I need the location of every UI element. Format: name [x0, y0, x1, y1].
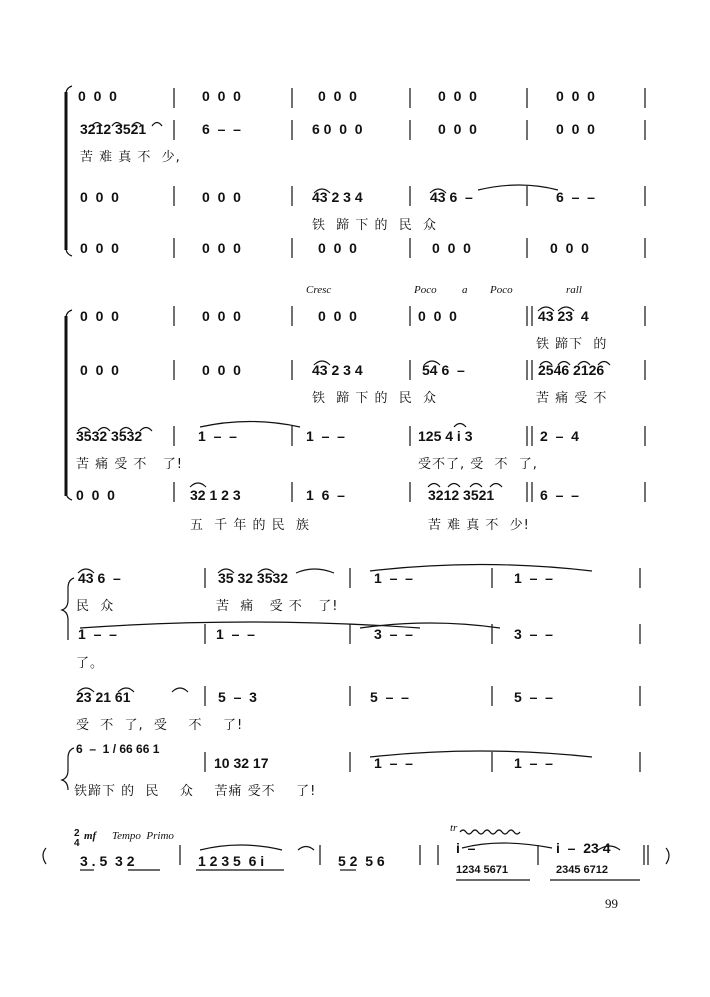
notes-s2-v1-m1: 0 0 0 [80, 308, 119, 324]
lyrics-s3-v2: 了。 [76, 656, 105, 671]
lyrics-s3-v4: 铁蹄下 的 民 众 苦痛 受不 了! [74, 784, 317, 799]
notes-s2-v2-m5: 2546 2126 [538, 362, 605, 378]
notes-s1-v4-m1: 0 0 0 [80, 240, 119, 256]
notes-s2-v3-m2: 1 – – [198, 428, 237, 444]
notes-s1-v3-m3: 43 2 3 4 [312, 189, 363, 205]
time-signature-top: 2 [74, 828, 80, 839]
notes-s3-v1-m1: 43 6 – [78, 570, 121, 586]
notes-s1-v3-m1: 0 0 0 [80, 189, 119, 205]
trill-mark: tr [450, 822, 458, 834]
lyrics-s2-v4-a: 五 千 年 的 民 族 [190, 518, 310, 533]
lyrics-s1-v2: 苦 难 真 不 少, [80, 150, 181, 165]
lyrics-s2-v4-b: 苦 难 真 不 少! [428, 518, 530, 533]
marking-poco-2: Poco [490, 284, 513, 296]
lyrics-s3-v1-a: 民 众 [76, 599, 115, 614]
notes-s2-v1-m5: 43 23 4 [538, 308, 589, 324]
lyrics-s2-v2-a: 铁 蹄 下 的 民 众 [312, 391, 438, 406]
notes-s3-v2-m3: 3 – – [374, 626, 413, 642]
notes-s2-v4-m1: 0 0 0 [76, 487, 115, 503]
notes-s3-v3-m3: 5 – – [370, 689, 409, 705]
lyrics-s2-v3-a: 苦 痛 受 不 了! [76, 457, 184, 472]
notes-s2-v3-m4: 125 4 i 3 [418, 428, 473, 444]
instr-notes-5: 1234 5671 [456, 864, 508, 876]
instr-notes-2: 1 2 3 5 6 i [198, 853, 265, 869]
notes-s2-v3-m1: 3532 3532 [76, 428, 143, 444]
time-signature-bottom: 4 [74, 838, 80, 849]
notes-s1-v1-m4: 0 0 0 [438, 88, 477, 104]
notes-s3-v1-m4: 1 – – [514, 570, 553, 586]
notes-s1-v3-m4: 43 6 – [430, 189, 473, 205]
notes-s2-v4-m3: 1 6 – [306, 487, 345, 503]
notes-s1-v4-m5: 0 0 0 [550, 240, 589, 256]
lyrics-s2-v2-b: 苦 痛 受 不 [536, 391, 608, 406]
instr-notes-3: 5 2 5 6 [338, 853, 385, 869]
notes-s2-v2-m4: 54 6 – [422, 362, 465, 378]
notes-s3-v2-m2: 1 – – [216, 626, 255, 642]
notes-s1-v1-m5: 0 0 0 [556, 88, 595, 104]
instr-notes-6: i – 23 4 [556, 840, 611, 856]
notes-s1-v2-m5: 0 0 0 [556, 121, 595, 137]
lyrics-s2-v3-b: 受不了, 受 不 了, [418, 457, 538, 472]
marking-a: a [462, 284, 468, 296]
notes-s1-v2-m2: 6 – – [202, 121, 241, 137]
notes-s2-v3-m5: 2 – 4 [540, 428, 579, 444]
notes-s2-v1-m4: 0 0 0 [418, 308, 457, 324]
notes-s2-v4-m5: 6 – – [540, 487, 579, 503]
dynamic-mark: mf [84, 830, 97, 842]
notes-s3-v3-m2: 5 – 3 [218, 689, 257, 705]
notes-s1-v4-m3: 0 0 0 [318, 240, 357, 256]
lyrics-s3-v1-b: 苦 痛 受 不 了! [216, 599, 339, 614]
instr-notes-7: 2345 6712 [556, 864, 608, 876]
instr-notes-1: 3 . 5 3 2 [80, 853, 135, 869]
page-number: 99 [605, 896, 618, 911]
notes-s1-v4-m2: 0 0 0 [202, 240, 241, 256]
lyrics-s1-v3: 铁 蹄 下 的 民 众 [312, 218, 438, 233]
notes-s1-v3-m2: 0 0 0 [202, 189, 241, 205]
marking-poco-1: Poco [414, 284, 437, 296]
notes-s2-v2-m1: 0 0 0 [80, 362, 119, 378]
notes-s3-v3-m1: 23 21 61 [76, 689, 131, 705]
notes-s2-v2-m3: 43 2 3 4 [312, 362, 363, 378]
lyrics-s2-v1: 铁 蹄下 的 [536, 337, 608, 352]
instr-notes-4: i – [456, 840, 476, 856]
notes-s3-v4-m1: 6 – 1 / 66 66 1 [76, 742, 160, 756]
tempo-mark: Tempo Primo [112, 830, 174, 842]
notes-s3-v2-m4: 3 – – [514, 626, 553, 642]
notes-s3-v3-m4: 5 – – [514, 689, 553, 705]
notes-s2-v3-m3: 1 – – [306, 428, 345, 444]
notes-s2-v4-m4: 3212 3521 [428, 487, 495, 503]
notes-s3-v1-m3: 1 – – [374, 570, 413, 586]
notes-s1-v2-m4: 0 0 0 [438, 121, 477, 137]
marking-cresc: Cresc [306, 284, 332, 296]
notes-s3-v4-m4: 1 – – [514, 755, 553, 771]
notes-s3-v2-m1: 1 – – [78, 626, 117, 642]
notes-s3-v1-m2: 35 32 3532 [218, 570, 289, 586]
notes-s1-v1-m2: 0 0 0 [202, 88, 241, 104]
notes-s1-v3-m5: 6 – – [556, 189, 595, 205]
notes-s1-v2-m1: 3212 3521 [80, 121, 147, 137]
notes-s2-v4-m2: 32 1 2 3 [190, 487, 241, 503]
lyrics-s3-v3: 受 不 了, 受 不 了! [76, 718, 244, 733]
notes-s2-v1-m3: 0 0 0 [318, 308, 357, 324]
notes-s2-v2-m2: 0 0 0 [202, 362, 241, 378]
notes-s3-v4-m2: 10 32 17 [214, 755, 269, 771]
notes-s2-v1-m2: 0 0 0 [202, 308, 241, 324]
notes-s1-v1-m3: 0 0 0 [318, 88, 357, 104]
notes-s1-v2-m3: 6 0 0 0 [312, 121, 363, 137]
notes-s1-v4-m4: 0 0 0 [432, 240, 471, 256]
notes-s3-v4-m3: 1 – – [374, 755, 413, 771]
notes-s1-v1-m1: 0 0 0 [78, 88, 117, 104]
marking-rall: rall [566, 284, 582, 296]
